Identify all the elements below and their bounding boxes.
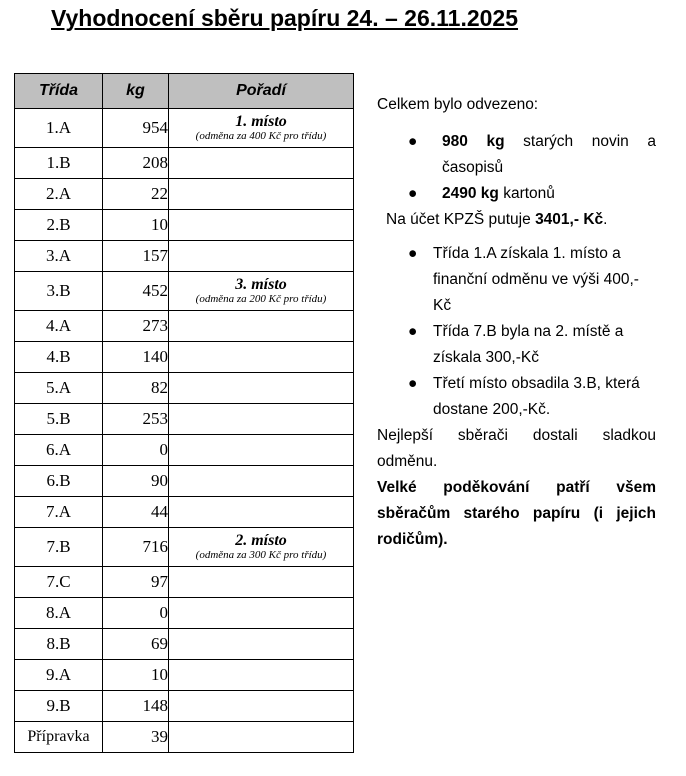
carton-amount: 2490 kg [442, 185, 499, 202]
table-row [15, 148, 354, 179]
carton-text: kartonů [503, 185, 555, 202]
table-header-row [15, 74, 354, 109]
table-row [15, 629, 354, 660]
header-trida: Třída [15, 74, 103, 109]
header-kg: kg [103, 74, 169, 109]
cell-trida: 7.B [15, 528, 103, 567]
cell-poradi [169, 435, 354, 466]
cell-poradi [169, 722, 354, 753]
account-line [377, 207, 656, 233]
reward-note: (odměna za 400 Kč pro třídu) [195, 129, 327, 142]
cell-trida: 2.B [15, 210, 103, 241]
cell-poradi [169, 148, 354, 179]
cell-trida: 6.B [15, 466, 103, 497]
table-row [15, 272, 354, 311]
list-item [377, 129, 656, 181]
cell-poradi [169, 272, 354, 311]
cell-trida: 3.B [15, 272, 103, 311]
cell-trida: 7.A [15, 497, 103, 528]
cell-kg: 10 [103, 660, 169, 691]
cell-kg: 208 [103, 148, 169, 179]
cell-poradi [169, 373, 354, 404]
cell-poradi [169, 466, 354, 497]
cell-trida: 8.B [15, 629, 103, 660]
cell-kg: 716 [103, 528, 169, 567]
cell-kg: 44 [103, 497, 169, 528]
cell-poradi [169, 497, 354, 528]
table-row [15, 466, 354, 497]
table-row [15, 660, 354, 691]
table-row [15, 435, 354, 466]
cell-kg: 157 [103, 241, 169, 272]
summary-intro: Celkem bylo odvezeno: [377, 96, 539, 113]
newspaper-text: starých novin a časopisů [442, 133, 657, 176]
cell-kg: 10 [103, 210, 169, 241]
cell-trida: 8.A [15, 598, 103, 629]
cell-kg: 273 [103, 311, 169, 342]
table-row [15, 598, 354, 629]
table-row [15, 109, 354, 148]
cell-kg: 82 [103, 373, 169, 404]
account-prefix: Na účet KPZŠ putuje [386, 211, 531, 228]
table-row [15, 404, 354, 435]
place-label: 2. místo [235, 531, 287, 549]
cell-kg: 90 [103, 466, 169, 497]
cell-poradi [169, 598, 354, 629]
list-item [377, 181, 656, 207]
result-text: Třetí místo obsadila 3.B, která dostane 200,-Kč. [433, 375, 640, 418]
cell-poradi [169, 311, 354, 342]
table-row [15, 497, 354, 528]
cell-poradi [169, 567, 354, 598]
cell-trida: 5.B [15, 404, 103, 435]
cell-trida: 9.B [15, 691, 103, 722]
cell-kg: 22 [103, 179, 169, 210]
place-label: 3. místo [235, 275, 287, 293]
cell-poradi [169, 404, 354, 435]
account-amount: 3401,- Kč [535, 211, 604, 228]
cell-poradi [169, 179, 354, 210]
cell-poradi [169, 528, 354, 567]
cell-poradi [169, 109, 354, 148]
cell-trida: 7.C [15, 567, 103, 598]
cell-poradi [169, 629, 354, 660]
cell-trida: 3.A [15, 241, 103, 272]
results-list [377, 241, 656, 423]
page-title: Vyhodnocení sběru papíru 24. – 26.11.2025 [51, 5, 519, 31]
cell-poradi [169, 660, 354, 691]
cell-trida: 9.A [15, 660, 103, 691]
results-table [14, 73, 354, 753]
cell-trida: Přípravka [15, 722, 103, 753]
thanks-note: Velké poděkování patří všem sběračům starého papíru (i jejich rodičům). [377, 479, 656, 548]
newspaper-amount: 980 kg [442, 133, 505, 150]
cell-kg: 97 [103, 567, 169, 598]
cell-kg: 253 [103, 404, 169, 435]
result-text: Třída 7.B byla na 2. místě a získala 300,-Kč [433, 323, 624, 366]
cell-kg: 148 [103, 691, 169, 722]
reward-note: (odměna za 300 Kč pro třídu) [195, 548, 327, 561]
table-row [15, 567, 354, 598]
cell-trida: 2.A [15, 179, 103, 210]
list-item [377, 241, 656, 319]
bullet-icon: ● [408, 323, 418, 340]
table-row [15, 342, 354, 373]
table-row [15, 373, 354, 404]
reward-note: (odměna za 200 Kč pro třídu) [195, 292, 327, 305]
cell-trida: 1.A [15, 109, 103, 148]
cell-trida: 1.B [15, 148, 103, 179]
bullet-icon: ● [408, 375, 418, 392]
account-suffix: . [603, 211, 608, 228]
header-poradi: Pořadí [169, 74, 354, 109]
cell-kg: 452 [103, 272, 169, 311]
place-label: 1. místo [235, 112, 287, 130]
cell-kg: 140 [103, 342, 169, 373]
bullet-icon: ● [408, 245, 418, 262]
cell-kg: 954 [103, 109, 169, 148]
cell-poradi [169, 691, 354, 722]
list-item [377, 371, 656, 423]
best-collectors-note: Nejlepší sběrači dostali sladkou odměnu. [377, 427, 656, 470]
table-row [15, 179, 354, 210]
cell-kg: 0 [103, 598, 169, 629]
cell-kg: 39 [103, 722, 169, 753]
table-row [15, 241, 354, 272]
cell-trida: 4.A [15, 311, 103, 342]
result-text: Třída 1.A získala 1. místo a finanční odměnu ve výši 400,-Kč [433, 245, 639, 314]
table-row [15, 528, 354, 567]
cell-poradi [169, 241, 354, 272]
bullet-icon: ● [408, 185, 418, 202]
summary-panel [377, 92, 656, 553]
cell-poradi [169, 210, 354, 241]
table-row [15, 691, 354, 722]
bullet-icon: ● [408, 133, 418, 150]
cell-kg: 0 [103, 435, 169, 466]
cell-trida: 4.B [15, 342, 103, 373]
cell-trida: 5.A [15, 373, 103, 404]
collected-list [377, 129, 656, 207]
list-item [377, 319, 656, 371]
cell-kg: 69 [103, 629, 169, 660]
table-row [15, 722, 354, 753]
table-body [15, 109, 354, 753]
table-row [15, 210, 354, 241]
table-row [15, 311, 354, 342]
cell-poradi [169, 342, 354, 373]
cell-trida: 6.A [15, 435, 103, 466]
